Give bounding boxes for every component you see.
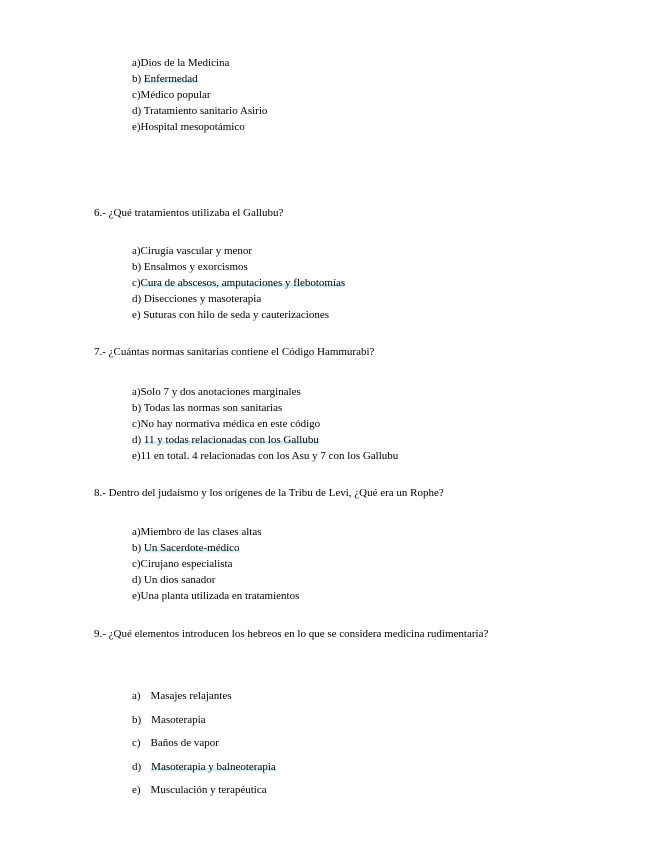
q9-option-d: d) Masoterapia y balneoterapia bbox=[132, 760, 276, 773]
q9-option-a: a) Masajes relajantes bbox=[132, 690, 232, 702]
q5-option-d: d) Tratamiento sanitario Asirio bbox=[132, 105, 268, 117]
q5-option-b: b) Enfermedad bbox=[132, 73, 198, 85]
q8-option-c: c)Cirujano especialista bbox=[132, 558, 233, 570]
q6-option-c: c)Cura de abscesos, amputaciones y flebotomías bbox=[132, 277, 346, 289]
q9-question: 9.- ¿Qué elementos introducen los hebreos en lo que se considera medicina rudimentaria? bbox=[94, 628, 489, 640]
q6-option-a: a)Cirugía vascular y menor bbox=[132, 245, 253, 257]
q8-option-d: d) Un dios sanador bbox=[132, 574, 216, 586]
q6-option-d: d) Disecciones y masoterapia bbox=[132, 293, 262, 305]
q5-options bbox=[132, 55, 267, 135]
q8-option-b: b) Un Sacerdote-médico bbox=[132, 542, 240, 554]
q7-option-e: e)11 en total. 4 relacionadas con los Asu y 7 con los Gallubu bbox=[132, 450, 399, 462]
q8-options bbox=[132, 524, 299, 604]
q7-options bbox=[132, 384, 398, 464]
q6-options bbox=[132, 243, 345, 323]
q5-option-e: e)Hospital mesopotámico bbox=[132, 121, 245, 133]
q7-question: 7.- ¿Cuántas normas sanitarias contiene el Código Hammurabi? bbox=[94, 346, 375, 358]
q8-question: 8.- Dentro del judaísmo y los orígenes de la Tribu de Levi, ¿Qué era un Rophe? bbox=[94, 487, 444, 499]
q5-option-c: c)Médico popular bbox=[132, 89, 211, 101]
q7-option-b: b) Todas las normas son sanitarias bbox=[132, 402, 283, 414]
q8-option-e: e)Una planta utilizada en tratamientos bbox=[132, 590, 300, 602]
q7-option-d: d) 11 y todas relacionadas con los Gallubu bbox=[132, 434, 319, 446]
q6-option-e: e) Suturas con hilo de seda y cauterizaciones bbox=[132, 309, 330, 321]
q9-option-e: e) Musculación y terapéutica bbox=[132, 784, 267, 796]
q6-option-b: b) Ensalmos y exorcismos bbox=[132, 261, 248, 273]
q9-option-b: b) Masoterapia bbox=[132, 713, 206, 726]
q9-option-c: c) Baños de vapor bbox=[132, 737, 219, 749]
q5-option-a: a)Dios de la Medicina bbox=[132, 57, 230, 69]
q7-option-a: a)Solo 7 y dos anotaciones marginales bbox=[132, 386, 301, 398]
q9-options bbox=[132, 688, 276, 806]
q7-option-c: c)No hay normativa médica en este código bbox=[132, 418, 321, 430]
q8-option-a: a)Miembro de las clases altas bbox=[132, 526, 262, 538]
q6-question: 6.- ¿Qué tratamientos utilizaba el Gallubu? bbox=[94, 207, 284, 219]
